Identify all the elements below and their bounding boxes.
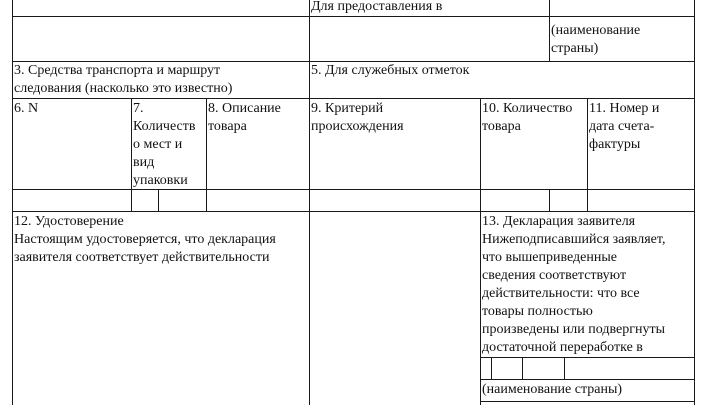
rule-v-right xyxy=(694,0,695,405)
rule-v-587 xyxy=(587,98,588,211)
box13-title: 13. Декларация заявителя xyxy=(482,214,636,229)
rule-h-6 xyxy=(480,357,694,358)
box13-text: Нижеподписавшийся заявляет, что вышеприведенные сведения соответствуют действительности: что все товары полностью произведены или подвергнуты достаточной переработке в xyxy=(482,232,666,355)
country-name-caption: (наименование страны) xyxy=(551,23,641,56)
rule-v-564 xyxy=(564,357,565,379)
rule-h-8 xyxy=(480,401,694,402)
rule-v-522 xyxy=(522,357,523,379)
rule-v-549-top xyxy=(549,0,550,61)
rule-h-5 xyxy=(12,211,694,212)
rule-v-309 xyxy=(309,0,310,405)
rule-h-3 xyxy=(12,98,694,99)
box3-transport-label: 3. Средства транспорта и маршрут следования (насколько это известно) xyxy=(14,63,233,96)
for-submission-label: Для предоставления в xyxy=(311,0,443,14)
rule-v-left xyxy=(12,0,13,405)
rule-v-206 xyxy=(206,98,207,211)
rule-v-480 xyxy=(480,98,481,405)
rule-h-7 xyxy=(480,379,694,380)
rule-h-1 xyxy=(12,16,694,17)
rule-v-158 xyxy=(158,189,159,211)
box8-description-label: 8. Описание товара xyxy=(208,101,281,134)
box7-packages-label: 7. Количеств о мест и вид упаковки xyxy=(133,101,196,188)
box12-title: 12. Удостоверение xyxy=(14,214,124,229)
box12-text: Настоящим удостоверяется, что декларация заявителя соответствует действительности xyxy=(14,232,276,265)
rule-v-549-mid xyxy=(549,189,550,211)
box13-country-caption: (наименование страны) xyxy=(482,382,623,397)
rule-v-491 xyxy=(491,357,492,379)
box11-invoice-label: 11. Номер и дата счета- фактуры xyxy=(589,101,660,152)
box5-official-use-label: 5. Для служебных отметок xyxy=(311,63,470,78)
rule-h-4 xyxy=(12,189,694,190)
box10-quantity-label: 10. Количество товара xyxy=(482,101,573,134)
box6-number-label: 6. N xyxy=(14,101,39,116)
box9-origin-label: 9. Критерий происхождения xyxy=(311,101,404,134)
rule-v-131 xyxy=(131,98,132,211)
